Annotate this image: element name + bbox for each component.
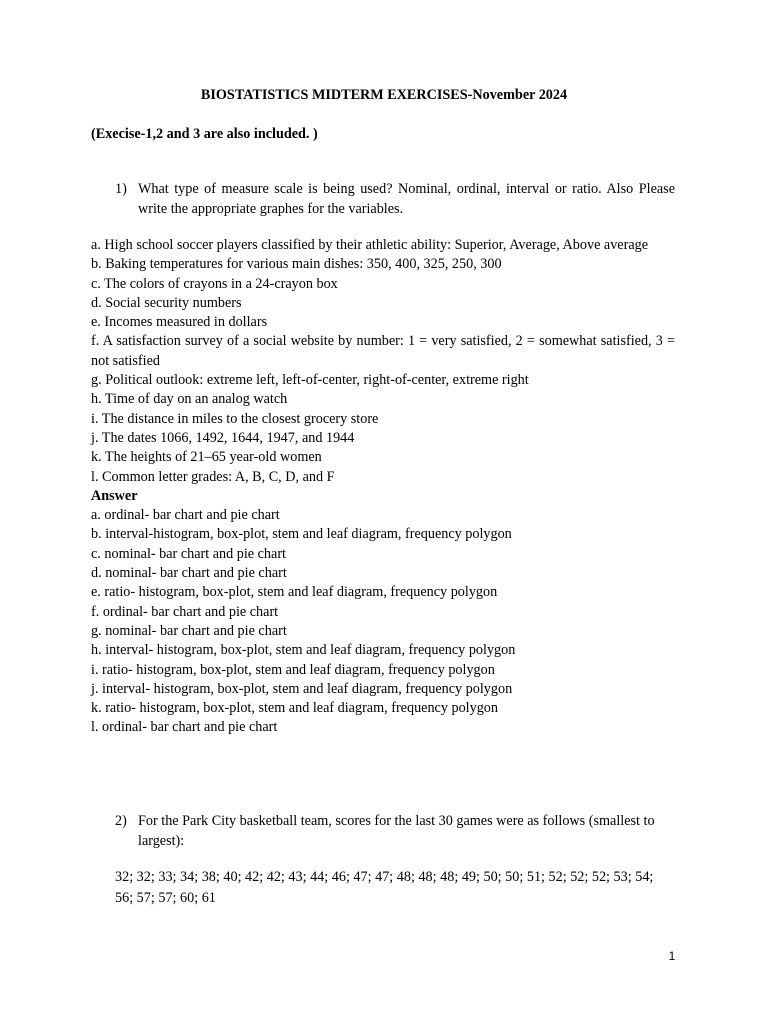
answer-item-i: i. ratio- histogram, box-plot, stem and leaf diagram, frequency polygon [91,661,495,678]
question-2-number: 2) [115,813,127,829]
answer-item-f: f. ordinal- bar chart and pie chart [91,603,279,620]
answer-item-d: d. nominal- bar chart and pie chart [91,565,287,582]
answer-item-a: a. ordinal- bar chart and pie chart [91,507,280,524]
document-title: BIOSTATISTICS MIDTERM EXERCISES-November 2024 [200,87,568,103]
answer-item-c: c. nominal- bar chart and pie chart [91,545,286,562]
page-number: 1 [668,949,676,963]
list-item-i: i. The distance in miles to the closest grocery store [91,410,379,427]
scores-list: 32; 32; 33; 34; 38; 40; 42; 42; 43; 44; 46; 47; 47; 48; 48; 48; 49; 50; 50; 51; 52; 52; 52; 53; 54; 56; 57; 57; 60; 61 [115,869,654,906]
list-item-d: d. Social security numbers [91,294,242,311]
list-item-a: a. High school soccer players classified by their athletic ability: Superior, Average, Above average [91,237,649,253]
document-subtitle: (Execise-1,2 and 3 are also included. ) [91,126,318,142]
answer-item-l: l. ordinal- bar chart and pie chart [91,719,278,736]
answer-item-h: h. interval- histogram, box-plot, stem and leaf diagram, frequency polygon [91,642,516,659]
question-1-text: What type of measure scale is being used? Nominal, ordinal, interval or ratio. Also Please write the appropriate graphes for the variables. [138,181,675,217]
answer-item-k: k. ratio- histogram, box-plot, stem and leaf diagram, frequency polygon [91,700,498,717]
question-1-body [91,236,675,738]
list-item-c: c. The colors of crayons in a 24-crayon box [91,275,338,292]
question-2 [115,812,675,851]
list-item-g: g. Political outlook: extreme left, left-of-center, right-of-center, extreme right [91,372,529,389]
answer-item-b: b. interval-histogram, box-plot, stem and leaf diagram, frequency polygon [91,526,512,543]
list-item-b: b. Baking temperatures for various main dishes: 350, 400, 325, 250, 300 [91,256,502,273]
list-item-h: h. Time of day on an analog watch [91,391,288,408]
question-1-number: 1) [115,181,127,197]
answer-item-e: e. ratio- histogram, box-plot, stem and leaf diagram, frequency polygon [91,584,498,601]
answer-heading: Answer [91,487,138,504]
answer-item-j: j. interval- histogram, box-plot, stem and leaf diagram, frequency polygon [91,680,513,697]
list-item-e: e. Incomes measured in dollars [91,314,268,331]
question-1 [115,180,675,219]
list-item-l: l. Common letter grades: A, B, C, D, and F [91,468,335,485]
list-item-f: f. A satisfaction survey of a social website by number: 1 = very satisfied, 2 = somewhat satisfied, 3 = not satisfied [91,333,675,369]
list-item-j: j. The dates 1066, 1492, 1644, 1947, and 1944 [91,429,355,446]
question-2-text: For the Park City basketball team, scores for the last 30 games were as follows (smallest to largest): [138,813,655,849]
list-item-k: k. The heights of 21–65 year-old women [91,449,322,466]
answer-item-g: g. nominal- bar chart and pie chart [91,622,287,639]
